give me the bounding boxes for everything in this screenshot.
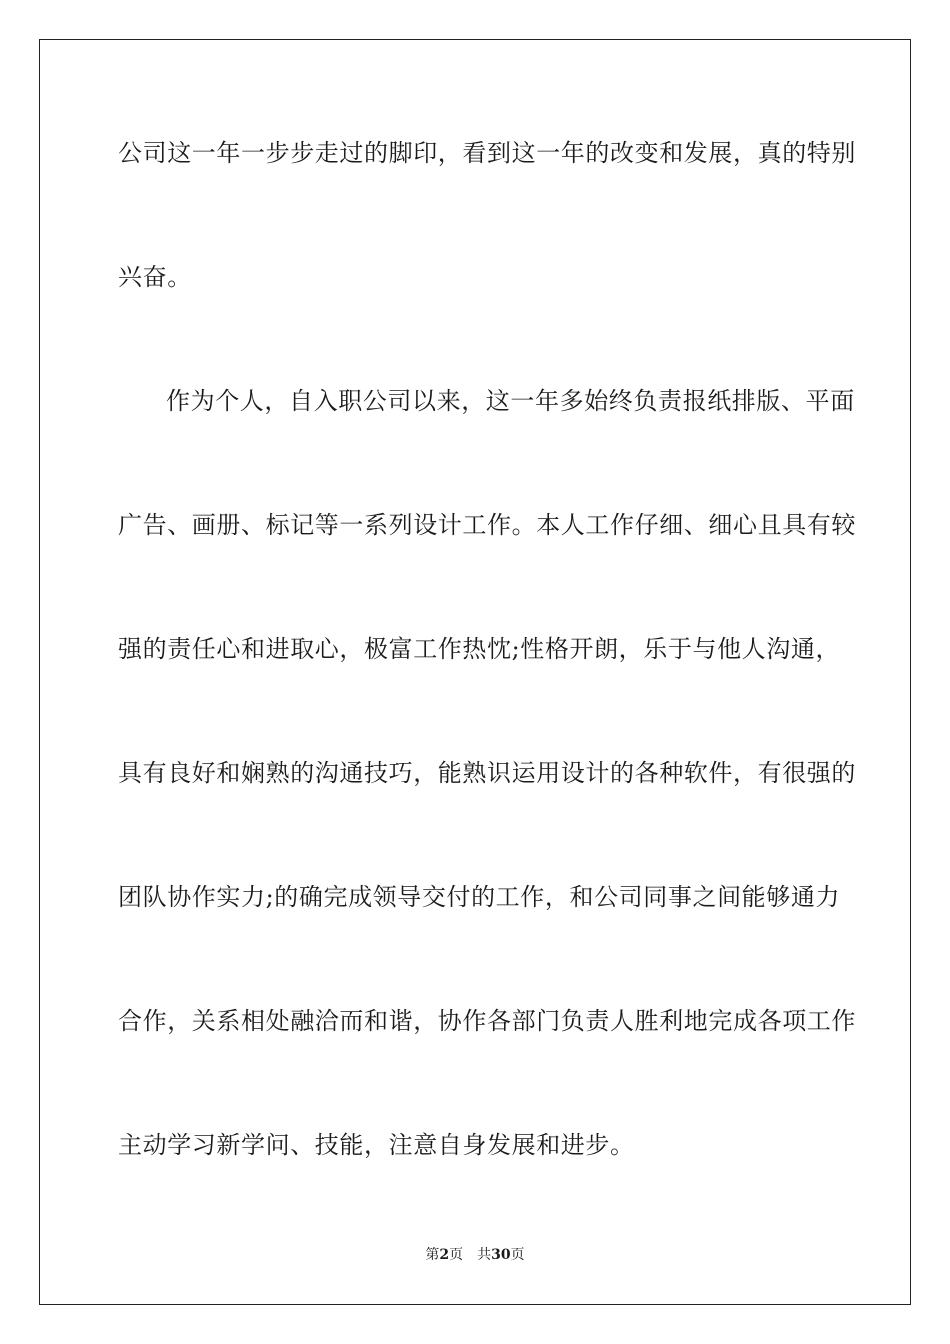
page-suffix: 页 [449, 1247, 464, 1263]
paragraph-line: 合作，关系相处融洽而和谐，协作各部门负责人胜利地完成各项工作 [118, 1007, 856, 1035]
page-number: 2 [439, 1247, 450, 1263]
paragraph-line: 公司这一年一步步走过的脚印，看到这一年的改变和发展，真的特别 [118, 139, 856, 167]
page-prefix: 第 [425, 1247, 440, 1263]
paragraph-line: 作为个人，自入职公司以来，这一年多始终负责报纸排版、平面 [166, 387, 855, 415]
paragraph-line: 团队协作实力;的确完成领导交付的工作，和公司同事之间能够通力 [118, 883, 841, 911]
paragraph-line: 强的责任心和进取心，极富工作热忱;性格开朗，乐于与他人沟通， [118, 635, 841, 663]
total-pages: 30 [491, 1247, 511, 1263]
page-border [39, 39, 911, 1305]
paragraph-line: 主动学习新学问、技能，注意自身发展和进步。 [118, 1131, 635, 1159]
paragraph-line: 兴奋。 [118, 263, 192, 291]
page-footer [0, 1246, 950, 1264]
total-suffix: 页 [510, 1247, 525, 1263]
paragraph-line: 具有良好和娴熟的沟通技巧，能熟识运用设计的各种软件，有很强的 [118, 759, 856, 787]
paragraph-line: 广告、画册、标记等一系列设计工作。本人工作仔细、细心且具有较 [118, 511, 856, 539]
total-prefix: 共 [477, 1247, 492, 1263]
